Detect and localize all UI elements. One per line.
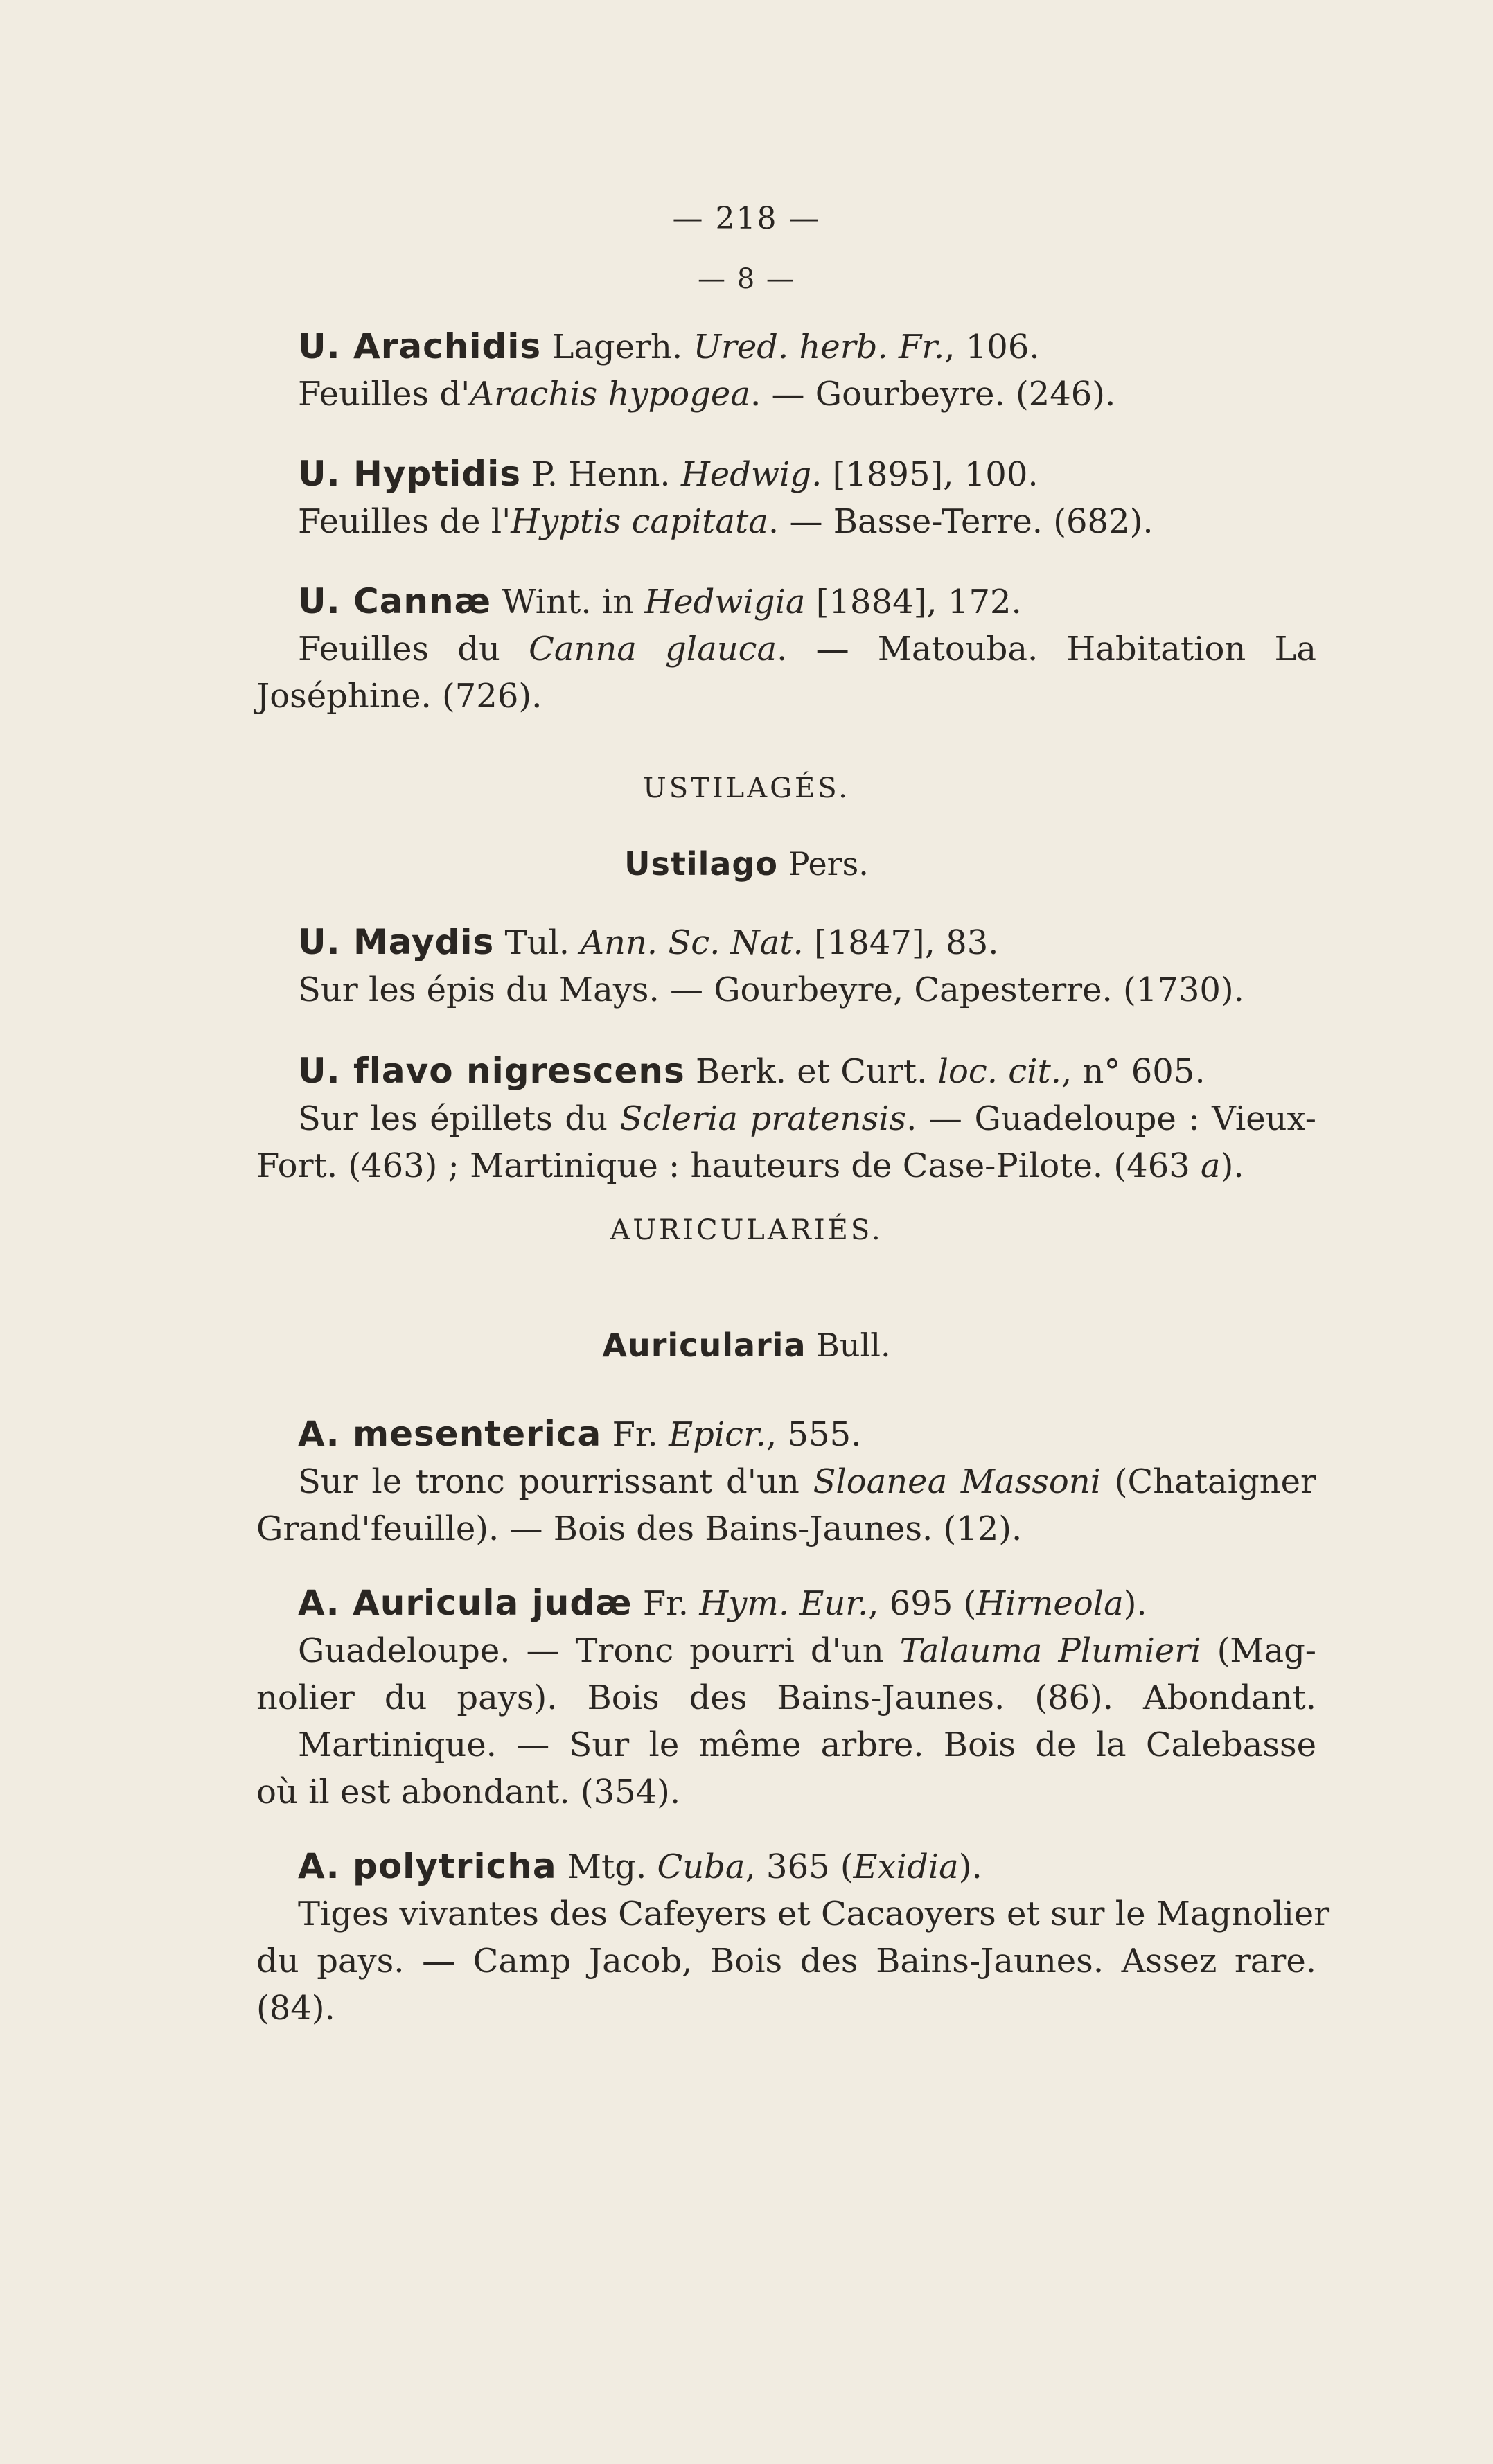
section-title: USTILAGÉS. — [643, 772, 850, 804]
species-name: U. flavo nigrescens — [298, 1051, 685, 1091]
species-entry: A. Auricula judæ Fr. Hym. Eur., 695 (Hirneola). Guadeloupe. — Tronc pourri d'un Talauma Plumieri (Mag- nolier du pays). Bois des Bains-Jaunes. (86). Abondant. Martinique. — Sur le même arbre. Bois de la Calebasse où il est abondant. (354). — [256, 1583, 1317, 1811]
species-name: A. Auricula judæ — [298, 1583, 633, 1623]
species-name: A. mesenterica — [298, 1414, 602, 1454]
species-entry: A. mesenterica Fr. Epicr., 555. Sur le tronc pourrissant d'un Sloanea Massoni (Chataigner Grand'feuille). — Bois des Bains-Jaunes. (12). — [256, 1414, 1317, 1548]
species-name: U. Arachidis — [298, 326, 542, 366]
genus-heading: Auricularia Bull. — [602, 1327, 891, 1364]
signature-mark: — 8 — — [698, 263, 795, 295]
species-entry: U. Arachidis Lagerh. Ured. herb. Fr., 106. Feuilles d'Arachis hypogea. — Gourbeyre. (246). — [298, 326, 1116, 414]
species-name: U. Cannæ — [298, 581, 492, 621]
species-entry: U. Hyptidis P. Henn. Hedwig. [1895], 100. Feuilles de l'Hyptis capitata. — Basse-Terre. (682). — [298, 454, 1154, 541]
section-title: AURICULARIÉS. — [610, 1214, 883, 1246]
species-entry: U. Maydis Tul. Ann. Sc. Nat. [1847], 83. Sur les épis du Mays. — Gourbeyre, Capesterre. (1730). — [298, 922, 1244, 1009]
species-entry: A. polytricha Mtg. Cuba, 365 (Exidia). Tiges vivantes des Cafeyers et Cacaoyers et sur le Magnolier du pays. — Camp Jacob, Bois des Bains-Jaunes. Assez rare. (84). — [256, 1846, 1330, 2028]
species-name: U. Hyptidis — [298, 454, 521, 494]
page-number: — 218 — — [672, 201, 821, 236]
genus-heading: Ustilago Pers. — [624, 845, 869, 883]
species-name: U. Maydis — [298, 922, 495, 962]
species-entry: U. flavo nigrescens Berk. et Curt. loc. cit., n° 605. Sur les épillets du Scleria pratensis. — Guadeloupe : Vieux- Fort. (463) ; Martinique : hauteurs de Case-Pilote. (463 a). — [256, 1051, 1317, 1185]
species-name: A. polytricha — [298, 1846, 557, 1886]
species-entry: U. Cannæ Wint. in Hedwigia [1884], 172. Feuilles du Canna glauca. — Matouba. Habitation La Joséphine. (726). — [256, 581, 1317, 716]
